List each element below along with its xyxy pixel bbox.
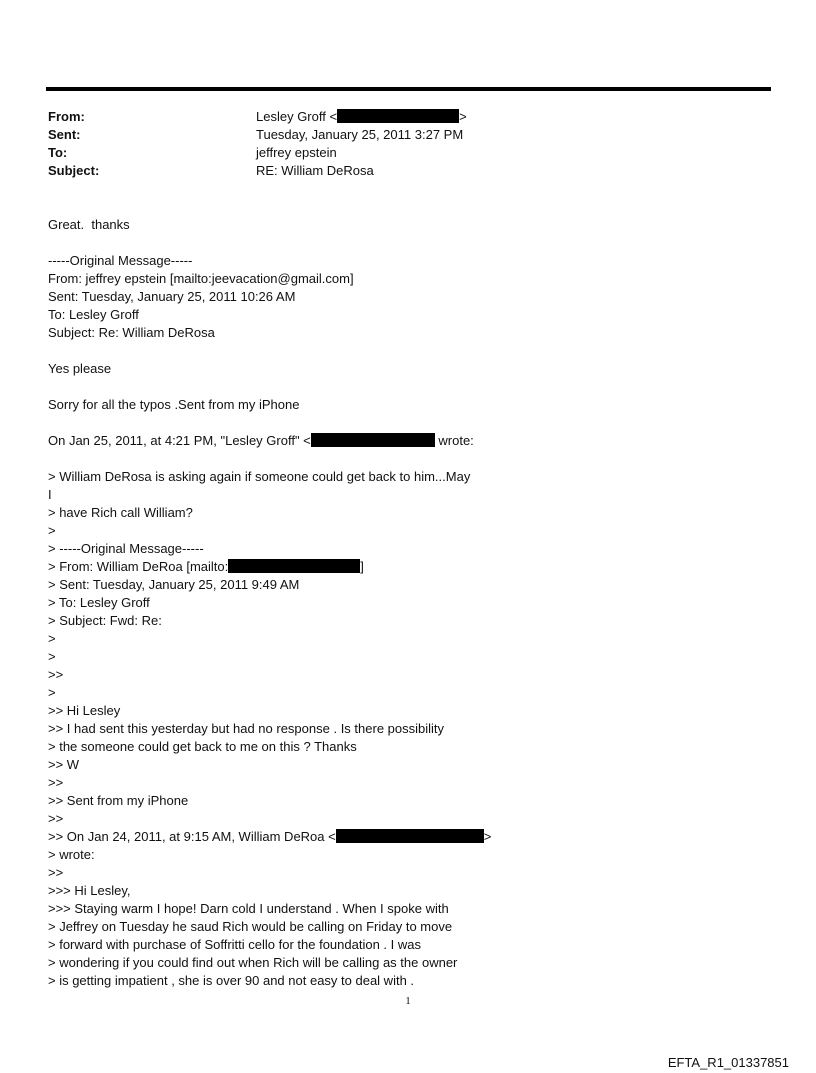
body-line — [48, 558, 608, 576]
body-line — [48, 432, 608, 450]
blank-line — [48, 450, 608, 468]
body-line: >>> Staying warm I hope! Darn cold I understand . When I spoke with — [48, 901, 449, 916]
body-line: > — [48, 685, 56, 700]
subject-value: RE: William DeRosa — [256, 163, 374, 178]
body-text: On Jan 25, 2011, at 4:21 PM, "Lesley Groff" < — [48, 433, 311, 448]
from-open-bracket: < — [329, 109, 338, 124]
page-number: 1 — [405, 995, 411, 1007]
to-row — [48, 144, 467, 162]
body-line: > -----Original Message----- — [48, 541, 204, 556]
body-line: > William DeRosa is asking again if someone could get back to him...May — [48, 469, 471, 484]
body-line: >> W — [48, 757, 80, 772]
body-line: -----Original Message----- — [48, 253, 193, 268]
redaction-box — [311, 433, 435, 447]
body-line: >> Hi Lesley — [48, 703, 121, 718]
from-close-bracket: > — [459, 109, 467, 124]
sent-label: Sent: — [48, 127, 81, 142]
body-line: From: jeffrey epstein [mailto:jeevacation@gmail.com] — [48, 271, 354, 286]
body-line: >> — [48, 811, 64, 826]
from-label: From: — [48, 109, 85, 124]
email-header — [48, 108, 467, 180]
blank-line — [48, 234, 608, 252]
sent-row — [48, 126, 467, 144]
to-value: jeffrey epstein — [256, 145, 337, 160]
to-label: To: — [48, 145, 68, 160]
body-line: Yes please — [48, 361, 112, 376]
body-line: Sorry for all the typos .Sent from my iPhone — [48, 397, 300, 412]
subject-row — [48, 162, 467, 180]
blank-line — [48, 414, 608, 432]
body-line: > Sent: Tuesday, January 25, 2011 9:49 AM — [48, 577, 300, 592]
redaction-box — [228, 559, 360, 573]
body-line: > — [48, 523, 56, 538]
body-line: >> — [48, 667, 64, 682]
from-value — [256, 108, 467, 126]
body-line — [48, 828, 608, 846]
redaction-box — [337, 109, 459, 123]
body-line: Subject: Re: William DeRosa — [48, 325, 215, 340]
body-line: > wondering if you could find out when Rich will be calling as the owner — [48, 955, 458, 970]
body-text: >> On Jan 24, 2011, at 9:15 AM, William DeRoa < — [48, 829, 336, 844]
body-text: wrote: — [438, 433, 474, 448]
sent-value: Tuesday, January 25, 2011 3:27 PM — [256, 127, 464, 142]
body-line: > the someone could get back to me on this ? Thanks — [48, 739, 357, 754]
body-line: I — [48, 487, 52, 502]
body-text: > — [483, 829, 492, 844]
body-line: To: Lesley Groff — [48, 307, 139, 322]
body-text: ] — [360, 559, 364, 574]
subject-label: Subject: — [48, 163, 100, 178]
body-line: > forward with purchase of Soffritti cello for the foundation . I was — [48, 937, 421, 952]
body-line: Great. thanks — [48, 217, 130, 232]
body-line: > wrote: — [48, 847, 95, 862]
body-line: >> — [48, 865, 64, 880]
header-rule — [46, 87, 771, 91]
body-line: >> I had sent this yesterday but had no response . Is there possibility — [48, 721, 445, 736]
email-body — [48, 216, 608, 990]
redaction-box — [336, 829, 484, 843]
body-line: >>> Hi Lesley, — [48, 883, 131, 898]
body-line: >> Sent from my iPhone — [48, 793, 189, 808]
body-text: > From: William DeRoa [mailto: — [48, 559, 229, 574]
body-line: Sent: Tuesday, January 25, 2011 10:26 AM — [48, 289, 296, 304]
body-line: > — [48, 631, 56, 646]
blank-line — [48, 342, 608, 360]
body-line: > have Rich call William? — [48, 505, 193, 520]
body-line: > To: Lesley Groff — [48, 595, 150, 610]
blank-line — [48, 378, 608, 396]
bates-number: EFTA_R1_01337851 — [667, 1055, 789, 1070]
body-line: > is getting impatient , she is over 90 and not easy to deal with . — [48, 973, 415, 988]
body-line: > Subject: Fwd: Re: — [48, 613, 162, 628]
from-row — [48, 108, 467, 126]
body-line: > — [48, 649, 56, 664]
body-line: > Jeffrey on Tuesday he saud Rich would be calling on Friday to move — [48, 919, 453, 934]
from-name: Lesley Groff — [256, 109, 326, 124]
body-line: >> — [48, 775, 64, 790]
